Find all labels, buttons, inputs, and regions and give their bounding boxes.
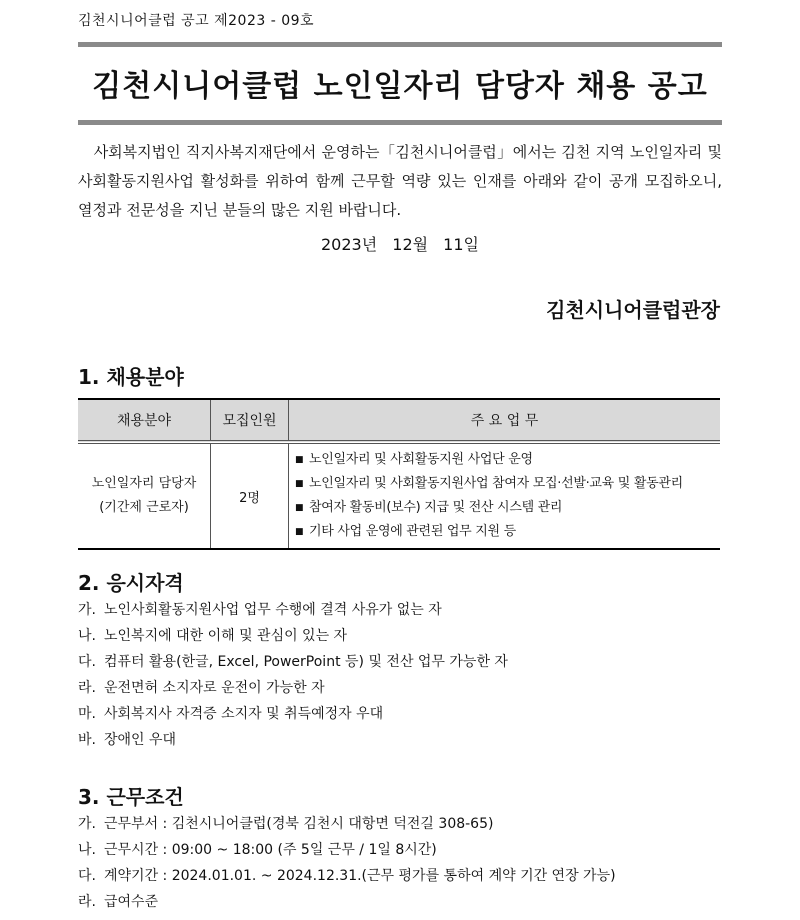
table-header-row [78, 399, 720, 442]
item-text: 계약기간 : 2024.01.01. ~ 2024.12.31.(근무 평가를 통하여 계약 기간 연장 가능) [104, 868, 616, 884]
item-marker: 다. [78, 868, 96, 884]
cell-duties [289, 442, 721, 549]
title-bottom-rule [78, 120, 722, 125]
item-marker: 다. [78, 654, 96, 670]
item-marker: 가. [78, 602, 96, 618]
item-marker: 가. [78, 816, 96, 832]
intro-text: 사회복지법인 직지사복지재단에서 운영하는「김천시니어클럽」에서는 김천 지역 노인일자리 및 사회활동지원사업 활성화를 위하여 함께 근무할 역량 있는 인재를 아래와 같이 공개 모집하오니, 열정과 전문성을 지닌 분들의 많은 지원 바랍니다. [78, 143, 722, 219]
notice-date: 2023년 12월 11일 [321, 235, 479, 254]
square-bullet-icon: ■ [295, 527, 304, 537]
item-text: 컴퓨터 활용(한글, Excel, PowerPoint 등) 및 전산 업무 가능한 자 [104, 654, 508, 670]
section-heading-work-conditions: 3. 근무조건 [78, 785, 184, 809]
cell-count: 2명 [211, 442, 289, 549]
field-subtitle: (기간제 근로자) [99, 500, 189, 515]
square-bullet-icon: ■ [295, 503, 304, 513]
cell-field [78, 442, 211, 549]
field-title: 노인일자리 담당자 [91, 476, 197, 491]
section-heading-qualifications: 2. 응시자격 [78, 571, 184, 595]
list-item [78, 863, 738, 889]
list-item [78, 727, 738, 753]
item-text: 운전면허 소지자로 운전이 가능한 자 [104, 680, 325, 696]
item-text: 사회복지사 자격증 소지자 및 취득예정자 우대 [104, 706, 384, 722]
page-title: 김천시니어클럽 노인일자리 담당자 채용 공고 [92, 69, 708, 104]
item-marker: 나. [78, 628, 96, 644]
square-bullet-icon: ■ [295, 479, 304, 489]
duty-text: 참여자 활동비(보수) 지급 및 전산 시스템 관리 [309, 500, 563, 515]
item-marker: 라. [78, 894, 96, 910]
item-text: 근무시간 : 09:00 ~ 18:00 (주 5일 근무 / 1일 8시간) [104, 842, 437, 858]
list-item [78, 649, 738, 675]
item-text: 노인복지에 대한 이해 및 관심이 있는 자 [104, 628, 348, 644]
title-top-rule [78, 42, 722, 47]
list-item [78, 623, 738, 649]
item-marker: 나. [78, 842, 96, 858]
item-text: 근무부서 : 김천시니어클럽(경북 김천시 대항면 덕전길 308-65) [104, 816, 494, 832]
item-text: 급여수준 [104, 894, 159, 910]
section-heading-recruitment: 1. 채용분야 [78, 365, 184, 389]
organization-signature: 김천시니어클럽관장 [546, 298, 720, 322]
duty-text: 기타 사업 운영에 관련된 업무 지원 등 [309, 524, 516, 539]
table-row [78, 442, 720, 549]
item-text: 장애인 우대 [104, 732, 177, 748]
header-count: 모집인원 [211, 399, 289, 442]
intro-paragraph [78, 138, 722, 225]
recruitment-table [78, 398, 720, 550]
item-marker: 바. [78, 732, 96, 748]
notice-number: 김천시니어클럽 공고 제2023 - 09호 [78, 13, 315, 29]
list-item [78, 889, 738, 915]
square-bullet-icon: ■ [295, 455, 304, 465]
item-text: 노인사회활동지원사업 업무 수행에 결격 사유가 없는 자 [104, 602, 442, 618]
list-item [295, 472, 720, 496]
list-item [78, 597, 738, 623]
duty-text: 노인일자리 및 사회활동지원 사업단 운영 [309, 452, 533, 467]
list-item [78, 837, 738, 863]
header-field: 채용분야 [78, 399, 211, 442]
list-item [295, 448, 720, 472]
list-item [78, 811, 738, 837]
header-duties: 주 요 업 무 [289, 399, 721, 442]
list-item [295, 520, 720, 544]
qualifications-list [78, 597, 738, 753]
list-item [78, 675, 738, 701]
duty-text: 노인일자리 및 사회활동지원사업 참여자 모집·선발·교육 및 활동관리 [309, 476, 683, 491]
list-item [78, 701, 738, 727]
work-conditions-list [78, 811, 738, 915]
list-item [295, 496, 720, 520]
duties-list [295, 448, 720, 544]
item-marker: 마. [78, 706, 96, 722]
item-marker: 라. [78, 680, 96, 696]
